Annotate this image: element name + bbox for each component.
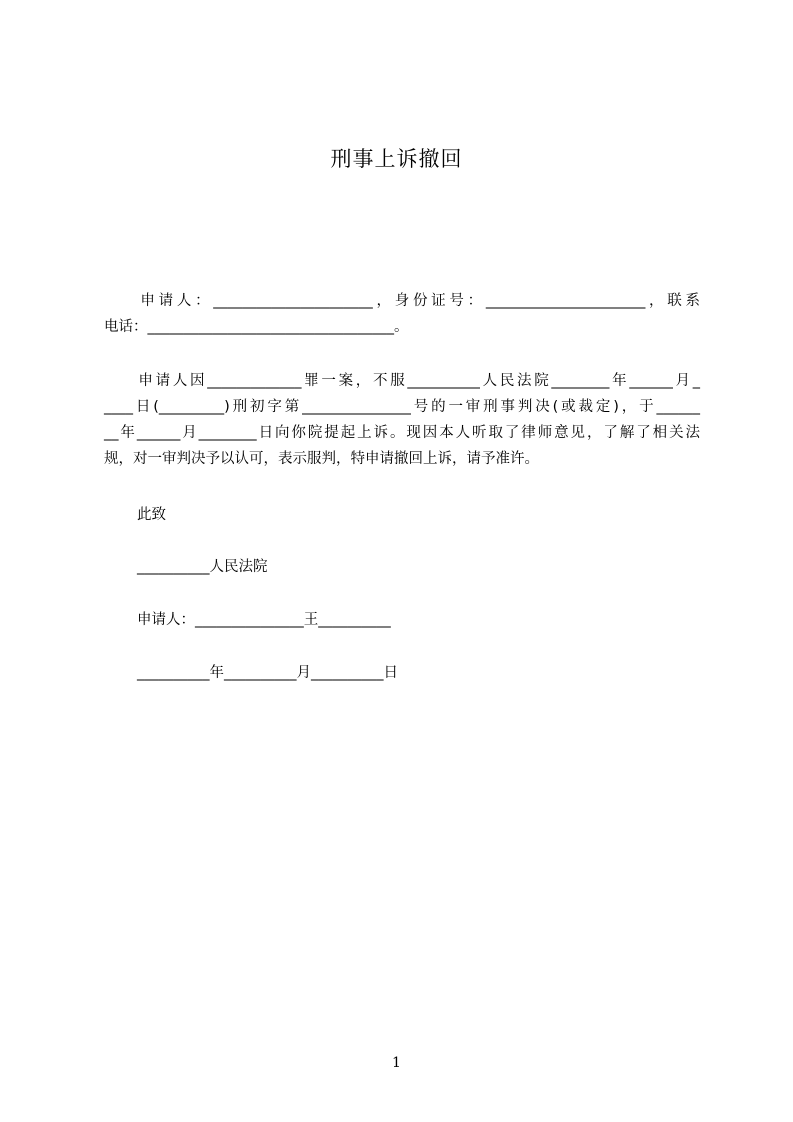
paragraph-line: __年______月________日向你院提起上诉。现因本人听取了律师意见，了解了相关法 (104, 425, 700, 441)
applicant-signature-line: 申请人：_______________王__________ (137, 612, 391, 628)
page-number: 1 (392, 1055, 401, 1071)
salutation: 此致 (137, 507, 166, 523)
paragraph-line: 申请人因_____________罪一案，不服__________人民法院________年______月_ (104, 373, 700, 389)
applicant-info-paragraph (104, 288, 700, 340)
paragraph-line: 申请人：______________________，身份证号：______________________，联系 (104, 293, 700, 309)
paragraph-line: 规，对一审判决予以认可，表示服判，特申请撤回上诉，请予准许。 (104, 451, 539, 467)
date-line: __________年__________月__________日 (137, 665, 398, 681)
court-line: __________人民法院 (137, 559, 268, 575)
document-title: 刑事上诉撤回 (330, 147, 463, 171)
paragraph-line: 电话：__________________________________。 (104, 319, 409, 335)
appeal-reason-paragraph (104, 368, 700, 472)
paragraph-line: ____日(_________)刑初字第_______________号的一审刑事判决(或裁定)，于______ (104, 399, 700, 415)
